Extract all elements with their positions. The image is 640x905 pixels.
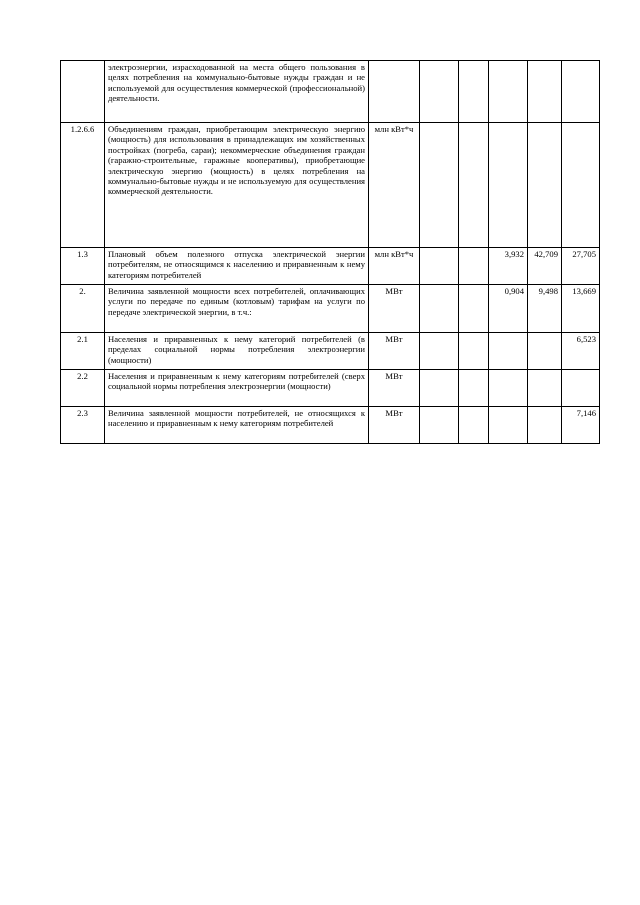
row-number [61, 61, 105, 123]
value-col-1 [420, 285, 459, 333]
value-col-4 [528, 333, 562, 370]
row-unit: млн кВт*ч [369, 248, 420, 285]
row-unit: МВт [369, 285, 420, 333]
value-col-2 [459, 333, 489, 370]
row-description: Величина заявленной мощности потребителей, не относящихся к населению и приравненным к нему категориям потребителей [105, 407, 369, 444]
value-col-1 [420, 61, 459, 123]
value-col-4 [528, 407, 562, 444]
row-description: Населения и приравненных к нему категорий потребителей (в пределах социальной нормы потребления электроэнергии (мощности) [105, 333, 369, 370]
row-description: Населения и приравненным к нему категориям потребителей (сверх социальной нормы потребления электроэнергии (мощности) [105, 370, 369, 407]
value-col-3 [489, 407, 528, 444]
value-col-4 [528, 370, 562, 407]
row-description: Плановый объем полезного отпуска электрической энергии потребителям, не относящимся к населению и приравненным к нему категориям потребителей [105, 248, 369, 285]
row-number: 1.2.6.6 [61, 123, 105, 248]
row-number: 2.1 [61, 333, 105, 370]
value-col-4 [528, 61, 562, 123]
row-description: Объединениям граждан, приобретающим электрическую энергию (мощность) для использования в принадлежащих им хозяйственных постройках (погреба, сараи); некоммерческие объединения граждан (гаражно-строительные, гаражные кооперативы), приобретающие электрическую энергию (мощность) в целях потребления на коммунально-бытовые нужды и не используемую для осуществления коммерческой деятельности. [105, 123, 369, 248]
value-col-3 [489, 123, 528, 248]
table-row [61, 61, 600, 123]
value-col-3 [489, 370, 528, 407]
row-unit [369, 61, 420, 123]
value-col-1 [420, 370, 459, 407]
row-unit: МВт [369, 407, 420, 444]
value-col-1 [420, 248, 459, 285]
value-col-4 [528, 123, 562, 248]
row-number: 2.2 [61, 370, 105, 407]
row-number: 2.3 [61, 407, 105, 444]
value-col-2 [459, 248, 489, 285]
value-col-5: 27,705 [562, 248, 600, 285]
row-number: 2. [61, 285, 105, 333]
table-row [61, 123, 600, 248]
value-col-3: 3,932 [489, 248, 528, 285]
value-col-5: 6,523 [562, 333, 600, 370]
value-col-3 [489, 333, 528, 370]
tariff-table [60, 60, 600, 444]
table-row [61, 248, 600, 285]
row-number: 1.3 [61, 248, 105, 285]
value-col-2 [459, 123, 489, 248]
table-row [61, 333, 600, 370]
value-col-3: 0,904 [489, 285, 528, 333]
table-row [61, 370, 600, 407]
value-col-5 [562, 370, 600, 407]
value-col-2 [459, 285, 489, 333]
value-col-4: 9,498 [528, 285, 562, 333]
value-col-5: 7,146 [562, 407, 600, 444]
table-row [61, 285, 600, 333]
value-col-4: 42,709 [528, 248, 562, 285]
row-unit: млн кВт*ч [369, 123, 420, 248]
value-col-1 [420, 123, 459, 248]
value-col-2 [459, 407, 489, 444]
value-col-5: 13,669 [562, 285, 600, 333]
value-col-5 [562, 123, 600, 248]
value-col-2 [459, 61, 489, 123]
value-col-5 [562, 61, 600, 123]
value-col-2 [459, 370, 489, 407]
value-col-1 [420, 407, 459, 444]
row-unit: МВт [369, 333, 420, 370]
row-description: Величина заявленной мощности всех потребителей, оплачивающих услуги по передаче по единым (котловым) тарифам на услуги по передаче электрической энергии, в т.ч.: [105, 285, 369, 333]
value-col-1 [420, 333, 459, 370]
row-description: электроэнергии, израсходованной на места общего пользования в целях потребления на коммунально-бытовые нужды граждан и не используемой для осуществления коммерческой (профессиональной) деятельности. [105, 61, 369, 123]
row-unit: МВт [369, 370, 420, 407]
table-row [61, 407, 600, 444]
value-col-3 [489, 61, 528, 123]
